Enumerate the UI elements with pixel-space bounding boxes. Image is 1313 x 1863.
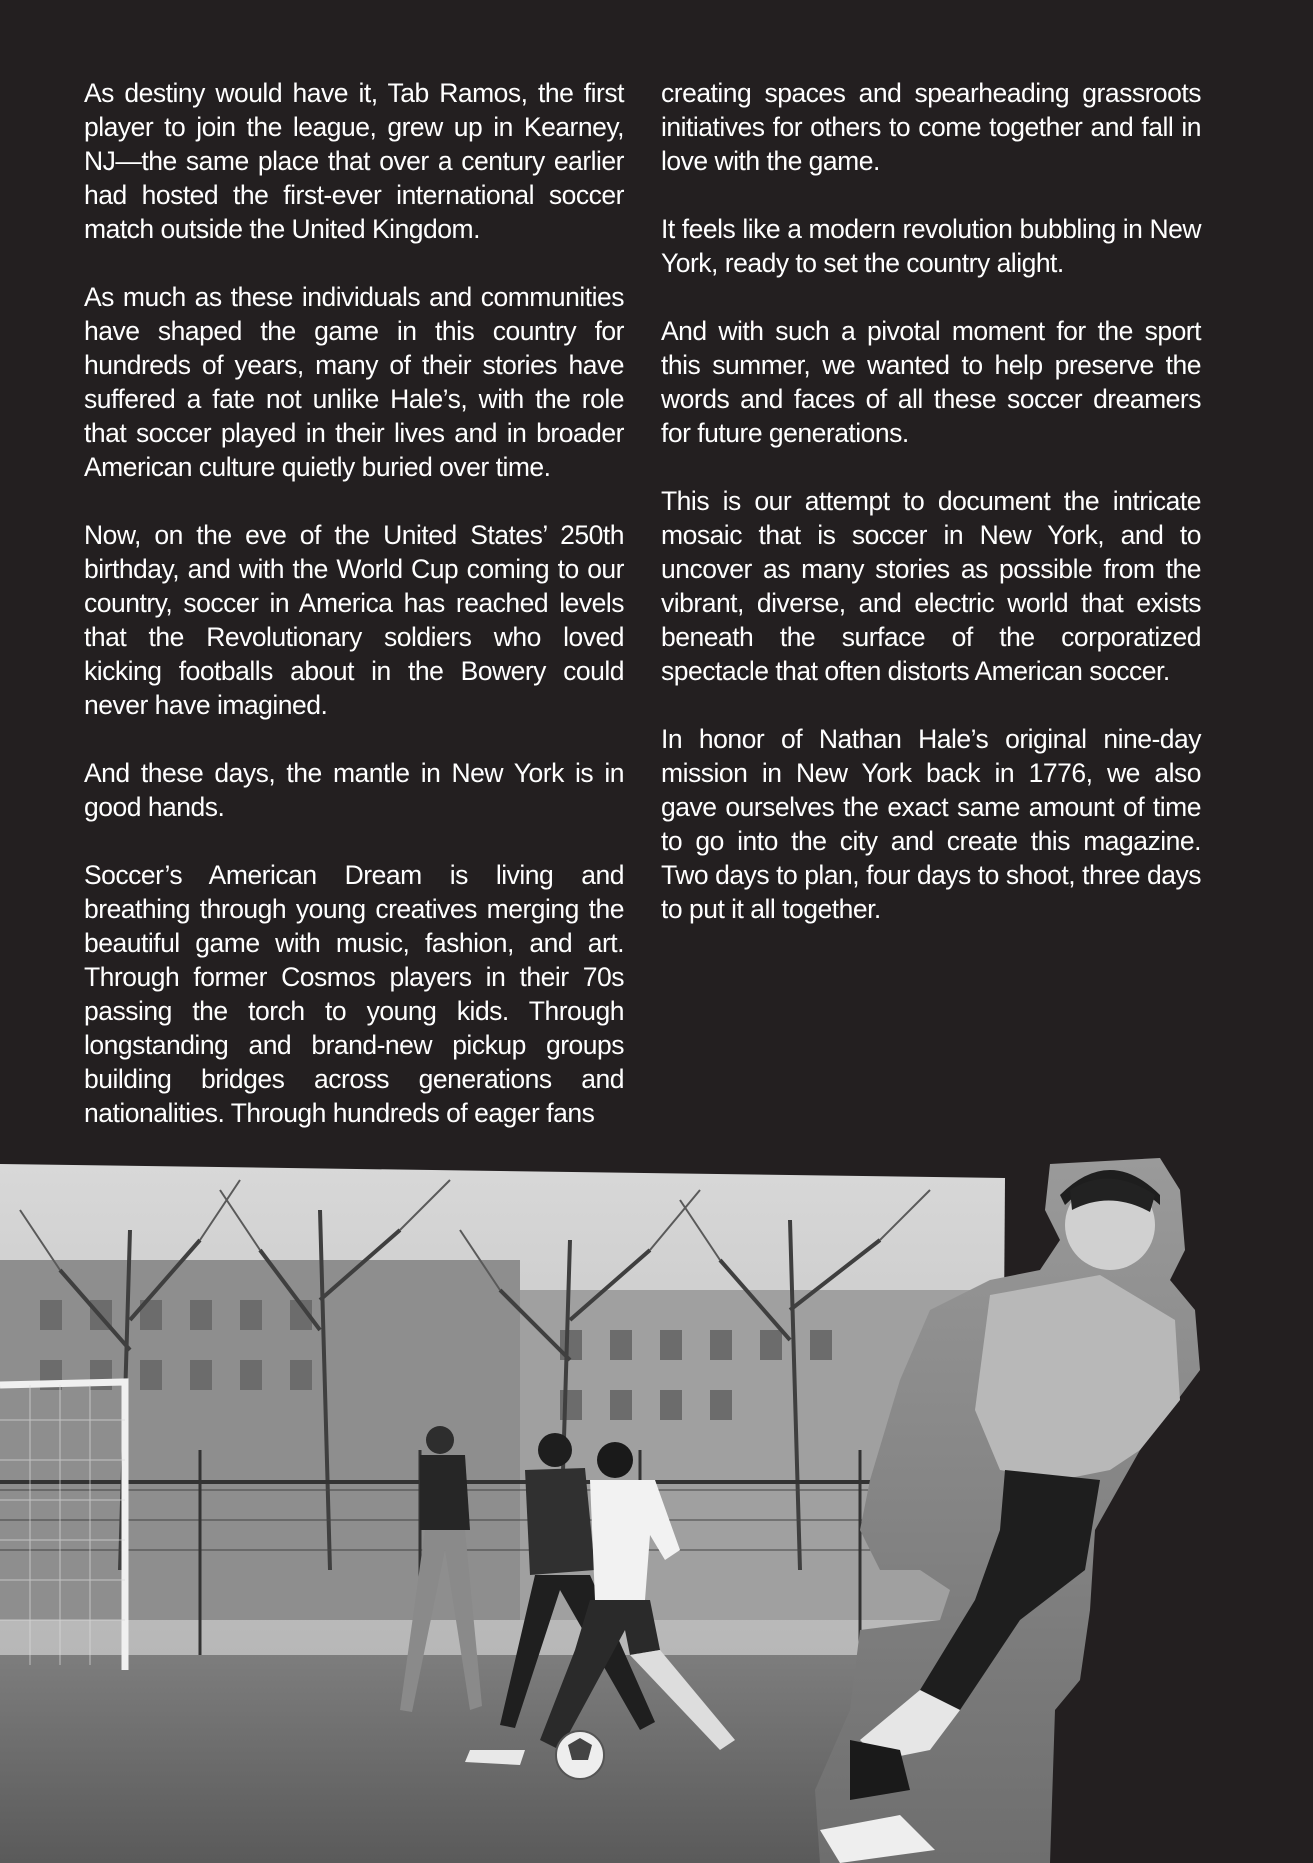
paragraph: It feels like a modern revolution bubbling in New York, ready to set the country alight. (661, 214, 1201, 278)
paragraph: Now, on the eve of the United States’ 250th birthday, and with the World Cup coming to our country, soccer in America has reached levels that the Revolutionary soldiers who loved kicking footballs about in the Bowery could never have imagined. (84, 520, 624, 720)
paragraph: As much as these individuals and communities have shaped the game in this country for hundreds of years, many of their stories have suffered a fate not unlike Hale’s, with the role that soccer played in their lives and in broader American culture quietly buried over time. (84, 282, 624, 482)
left-column (84, 76, 624, 1164)
paragraph: This is our attempt to document the intricate mosaic that is soccer in New York, and to uncover as many stories as possible from the vibrant, diverse, and electric world that exists beneath the surface of the corporatized spectacle that often distorts American soccer. (661, 486, 1201, 686)
paragraph: Soccer’s American Dream is living and breathing through young creatives merging the beautiful game with music, fashion, and art. Through former Cosmos players in their 70s passing the torch to young kids. Through longstanding and brand-new pickup groups building bridges across generations and nationalities. Through hundreds of eager fans (84, 860, 624, 1128)
right-column (661, 76, 1201, 960)
paragraph: And with such a pivotal moment for the sport this summer, we wanted to help preserve the words and faces of all these soccer dreamers for future generations. (661, 316, 1201, 448)
paragraph: As destiny would have it, Tab Ramos, the first player to join the league, grew up in Kearney, NJ—the same place that over a century earlier had hosted the first-ever international soccer match outside the United Kingdom. (84, 78, 624, 244)
soccer-photo-collage (0, 1150, 1313, 1863)
paragraph: In honor of Nathan Hale’s original nine-day mission in New York back in 1776, we also gave ourselves the exact same amount of time to go into the city and create this magazine. Two days to plan, four days to shoot, three days to put it all together. (661, 724, 1201, 924)
paragraph: creating spaces and spearheading grassroots initiatives for others to come together and fall in love with the game. (661, 78, 1201, 176)
paragraph: And these days, the mantle in New York is in good hands. (84, 758, 624, 822)
soccer-ball-icon (556, 1731, 604, 1779)
